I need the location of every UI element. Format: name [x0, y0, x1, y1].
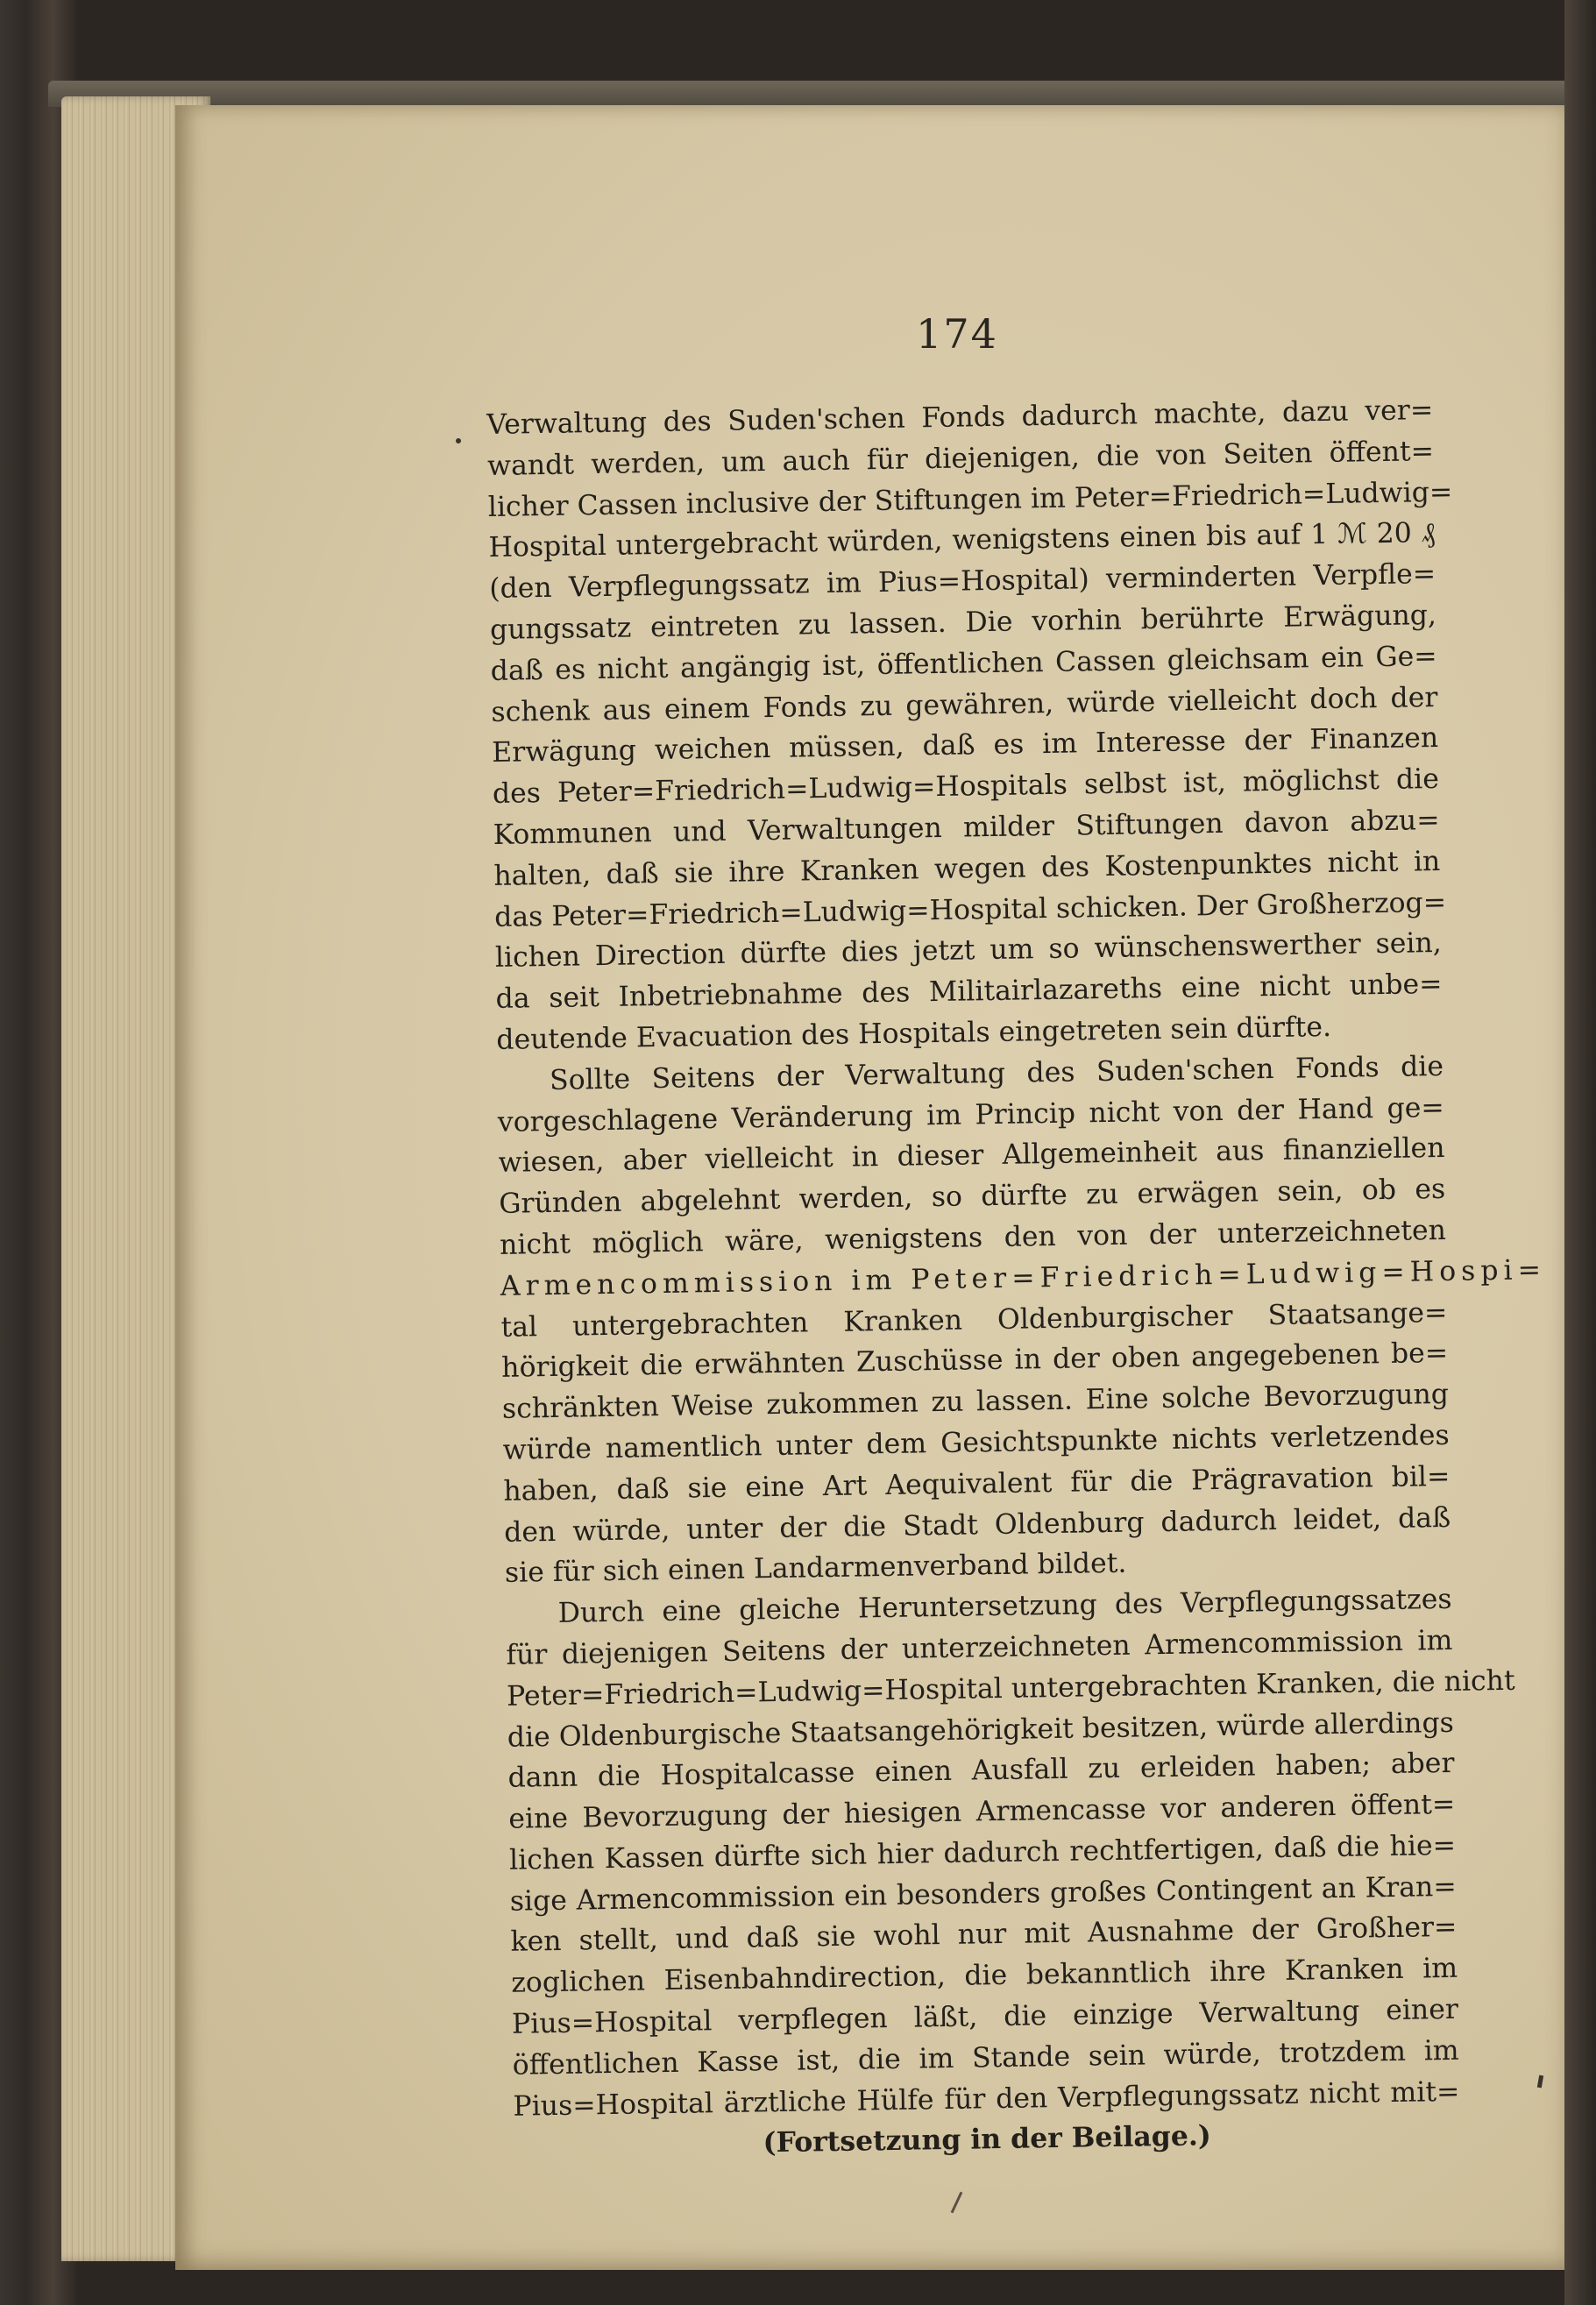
text-line: deutende Evacuation des Hospitals eingetreten sein dürfte.: [496, 1011, 1332, 1056]
text-line: haben, daß sie eine Art Aequivalent für die Prägravation bil=: [503, 1460, 1451, 1507]
text-line: daß es nicht angängig ist, öffentlichen Cassen gleichsam ein Ge=: [490, 640, 1437, 687]
text-line: sige Armencommission ein besonders großes Contingent an Kran=: [509, 1870, 1457, 1918]
text-line: wiesen, aber vielleicht in dieser Allgemeinheit aus finanziellen: [498, 1132, 1445, 1180]
ink-dot-mark: [456, 438, 461, 443]
text-line: eine Bevorzugung der hiesigen Armencasse vor anderen öffent=: [508, 1788, 1456, 1835]
text-line: Kommunen und Verwaltungen milder Stiftungen davon abzu=: [493, 804, 1440, 851]
text-line: lichen Kassen dürfte sich hier dadurch rechtfertigen, daß die hie=: [508, 1829, 1457, 1876]
text-line: schränkten Weise zukommen zu lassen. Eine solche Bevorzugung: [501, 1379, 1450, 1425]
text-line: halten, daß sie ihre Kranken wegen des Kostenpunktes nicht in: [493, 845, 1441, 892]
text-line: Pius=Hospital ärztliche Hülfe für den Verpflegungssatz nicht mit=: [513, 2075, 1460, 2123]
text-line: zoglichen Eisenbahndirection, die bekanntlich ihre Kranken im: [511, 1953, 1458, 2000]
text-line: Durch eine gleiche Heruntersetzung des Verpflegungssatzes: [557, 1583, 1452, 1629]
text-line: die Oldenburgische Staatsangehörigkeit besitzen, würde allerdings: [507, 1706, 1455, 1754]
text-line: Gründen abgelehnt werden, so dürfte zu erwägen sein, ob es: [499, 1174, 1446, 1221]
text-line: tal untergebrachten Kranken Oldenburgischer Staatsange=: [500, 1296, 1448, 1344]
text-line: öffentlichen Kasse ist, die im Stande sein würde, trotzdem im: [512, 2034, 1459, 2082]
text-line: Peter=Friedrich=Ludwig=Hospital untergebrachten Kranken, die nicht: [506, 1664, 1515, 1713]
text-line: sie für sich einen Landarmenverband bildet.: [504, 1548, 1127, 1590]
text-line: das Peter=Friedrich=Ludwig=Hospital schicken. Der Großherzog=: [493, 886, 1447, 933]
text-line: Pius=Hospital verpflegen läßt, die einzige Verwaltung einer: [511, 1993, 1459, 2040]
text-line: lichen Direction dürfte dies jetzt um so wünschenswerther sein,: [494, 927, 1443, 975]
text-line: dann die Hospitalcasse einen Ausfall zu erleiden haben; aber: [507, 1748, 1455, 1795]
text-line: Hospital untergebracht würden, wenigstens einen bis auf 1 ℳ 20 ₰: [488, 517, 1436, 564]
right-margin: [1564, 0, 1596, 2305]
text-line: den würde, unter der die Stadt Oldenburg dadurch leidet, daß: [503, 1501, 1451, 1549]
text-line: für diejenigen Seitens der unterzeichneten Armencommission im: [506, 1624, 1453, 1671]
page-number: 174: [916, 310, 998, 358]
text-line: wandt werden, um auch für diejenigen, die von Seiten öffent=: [486, 435, 1435, 482]
text-line: ken stellt, und daß sie wohl nur mit Ausnahme der Großher=: [510, 1911, 1458, 1959]
book-cover-edge: [48, 81, 1573, 107]
text-line: da seit Inbetriebnahme des Militairlazareths eine nicht unbe=: [495, 968, 1443, 1016]
text-line: Sollte Seitens der Verwaltung des Suden'schen Fonds die: [549, 1050, 1444, 1096]
text-line: des Peter=Friedrich=Ludwig=Hospitals selbst ist, möglichst die: [492, 763, 1440, 811]
body-text: [486, 390, 1547, 2168]
text-line: vorgeschlagene Veränderung im Princip nicht von der Hand ge=: [497, 1091, 1445, 1138]
text-line: Armencommission im Peter=Friedrich=Ludwig=Hospi=: [500, 1253, 1547, 1302]
text-line: schenk aus einem Fonds zu gewähren, würde vielleicht doch der: [491, 681, 1438, 728]
text-line: hörigkeit die erwähnten Zuschüsse in der oben angegebenen be=: [500, 1337, 1449, 1385]
continuation-note: (Fortsetzung in der Beilage.): [763, 2119, 1211, 2160]
text-line: licher Cassen inclusive der Stiftungen im Peter=Friedrich=Ludwig=: [487, 476, 1453, 523]
text-line: (den Verpflegungssatz im Pius=Hospital) verminderten Verpfle=: [489, 558, 1436, 606]
text-line: nicht möglich wäre, wenigstens den von der unterzeichneten: [499, 1214, 1447, 1261]
text-line: würde namentlich unter dem Gesichtspunkte nichts verletzendes: [502, 1419, 1450, 1466]
text-line: Erwägung weichen müssen, daß es im Interesse der Finanzen: [491, 722, 1439, 770]
text-line: gungssatz eintreten zu lassen. Die vorhin berührte Erwägung,: [489, 599, 1437, 646]
text-line: Verwaltung des Suden'schen Fonds dadurch machte, dazu ver=: [486, 394, 1434, 441]
